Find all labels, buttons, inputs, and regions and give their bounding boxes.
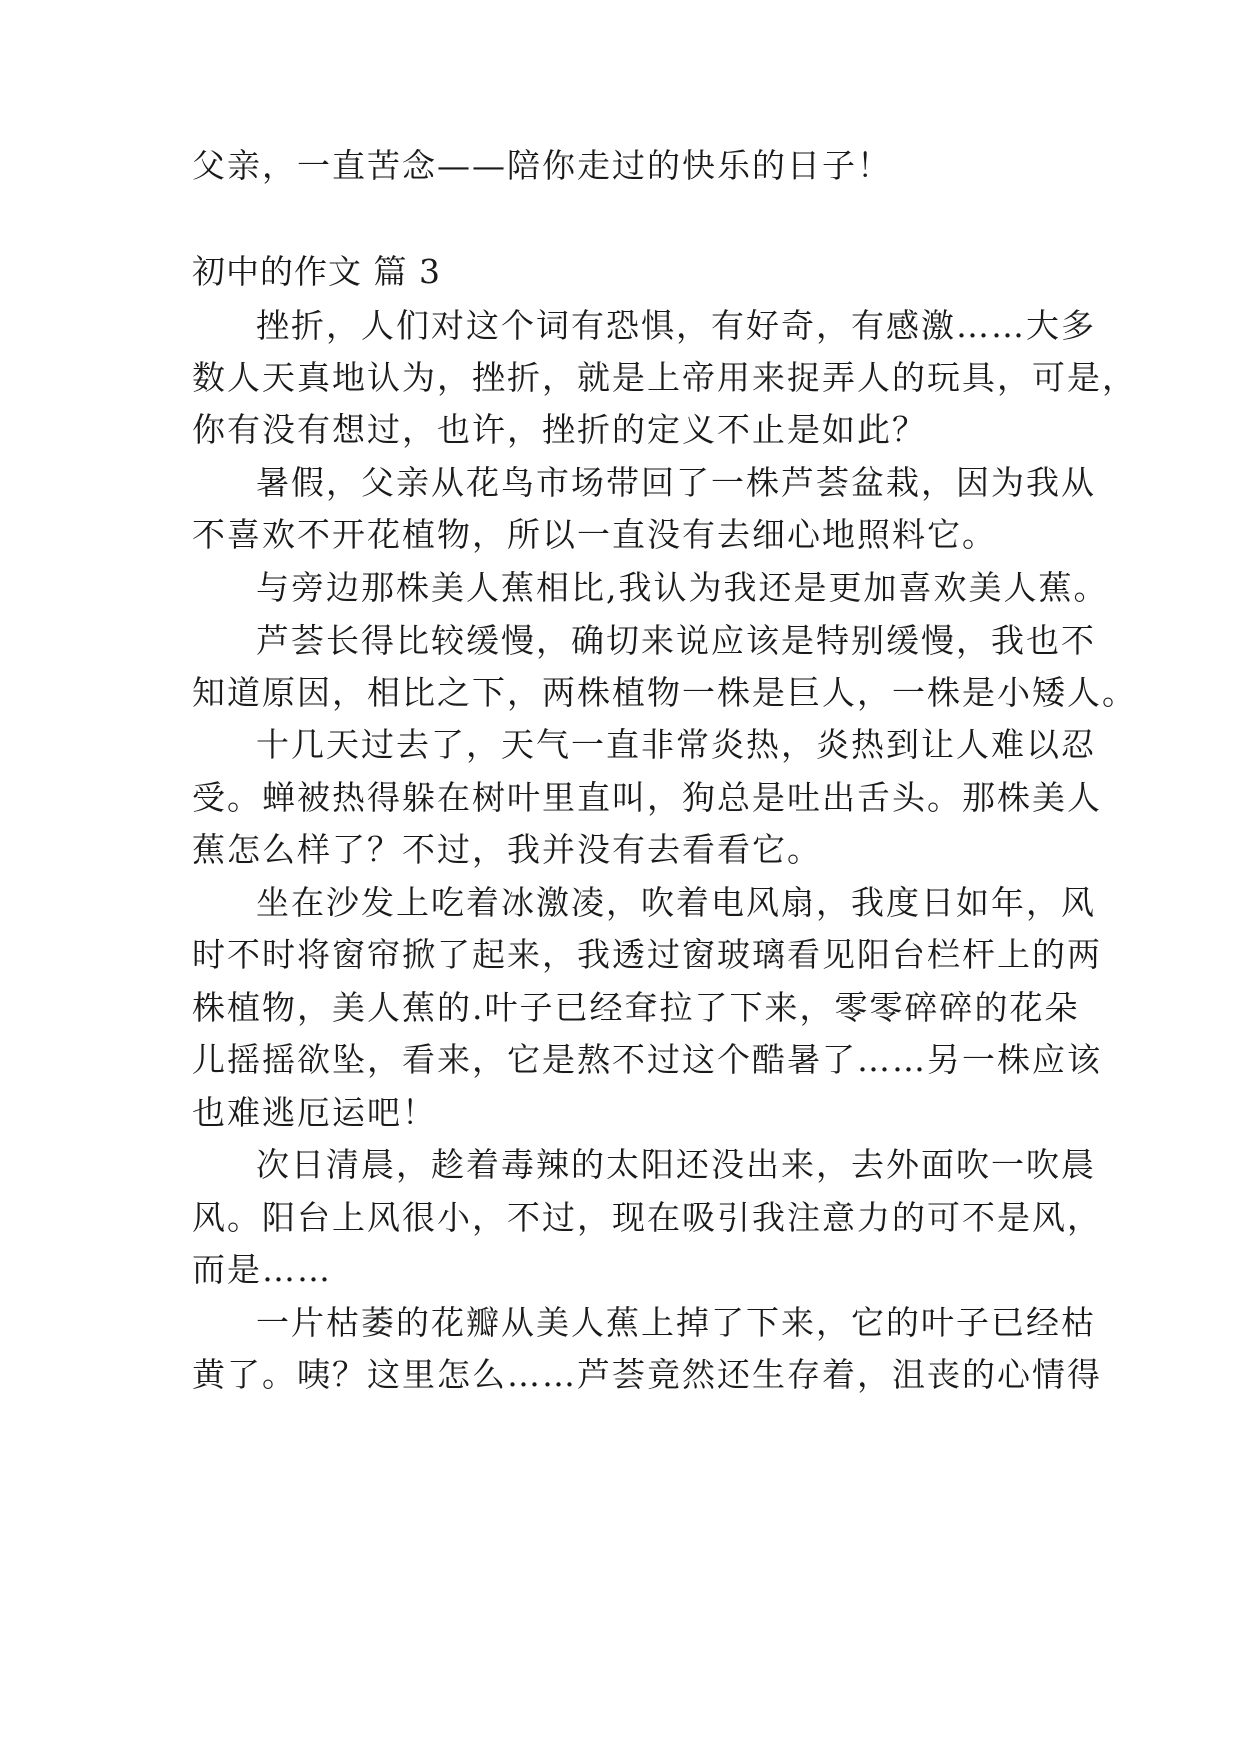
paragraph-line: 你有没有想过，也许，挫折的定义不止是如此？ bbox=[192, 410, 927, 449]
paragraph-line: 暑假，父亲从花鸟市场带回了一株芦荟盆栽，因为我从 bbox=[256, 463, 1096, 502]
paragraph-line: 风。阳台上风很小，不过，现在吸引我注意力的可不是风， bbox=[192, 1198, 1102, 1237]
paragraph-line: 次日清晨，趁着毒辣的太阳还没出来，去外面吹一吹晨 bbox=[256, 1145, 1096, 1184]
paragraph-line: 十几天过去了，天气一直非常炎热，炎热到让人难以忍 bbox=[256, 725, 1096, 764]
paragraph-line: 株植物，美人蕉的.叶子已经耷拉了下来，零零碎碎的花朵 bbox=[192, 988, 1080, 1027]
paragraph-line: 蕉怎么样了？不过，我并没有去看看它。 bbox=[192, 830, 822, 869]
section-title: 初中的作文 篇 3 bbox=[192, 252, 441, 291]
paragraph-line: 一片枯萎的花瓣从美人蕉上掉了下来，它的叶子已经枯 bbox=[256, 1303, 1096, 1342]
paragraph-line: 儿摇摇欲坠，看来，它是熬不过这个酷暑了……另一株应该 bbox=[192, 1040, 1102, 1079]
paragraph-line: 与旁边那株美人蕉相比,我认为我还是更加喜欢美人蕉。 bbox=[256, 568, 1109, 607]
paragraph-line: 不喜欢不开花植物，所以一直没有去细心地照料它。 bbox=[192, 515, 997, 554]
paragraph-line: 坐在沙发上吃着冰激凌，吹着电风扇，我度日如年，风 bbox=[256, 883, 1096, 922]
paragraph-line: 挫折，人们对这个词有恐惧，有好奇，有感激……大多 bbox=[256, 306, 1096, 345]
paragraph-line: 也难逃厄运吧！ bbox=[192, 1093, 437, 1132]
paragraph-line: 芦荟长得比较缓慢，确切来说应该是特别缓慢，我也不 bbox=[256, 621, 1096, 660]
paragraph-line: 数人天真地认为，挫折，就是上帝用来捉弄人的玩具，可是， bbox=[192, 358, 1137, 397]
paragraph-line: 知道原因，相比之下，两株植物一株是巨人，一株是小矮人。 bbox=[192, 673, 1137, 712]
paragraph-line: 受。蝉被热得躲在树叶里直叫，狗总是吐出舌头。那株美人 bbox=[192, 778, 1102, 817]
paragraph-line: 而是…… bbox=[192, 1250, 332, 1289]
opening-line: 父亲，一直苦念——陪你走过的快乐的日子！ bbox=[192, 146, 892, 185]
paragraph-line: 时不时将窗帘掀了起来，我透过窗玻璃看见阳台栏杆上的两 bbox=[192, 935, 1102, 974]
paragraph-line: 黄了。咦？这里怎么……芦荟竟然还生存着，沮丧的心情得 bbox=[192, 1355, 1102, 1394]
